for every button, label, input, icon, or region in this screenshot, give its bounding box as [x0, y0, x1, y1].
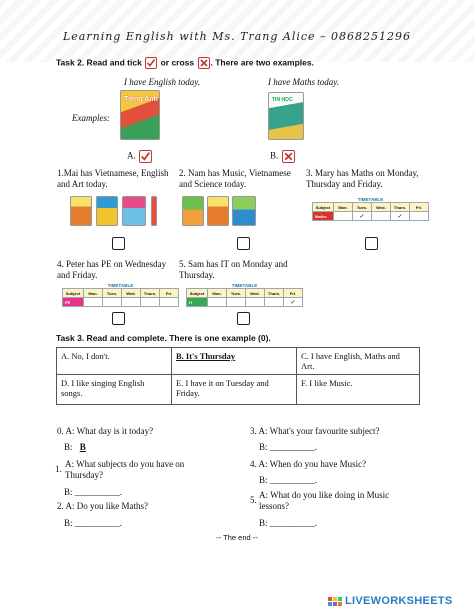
vietnamese-book-image	[70, 196, 92, 226]
task3-title: Task 3. Read and complete. There is one example (0).	[56, 333, 271, 343]
logo-grid-icon	[328, 597, 342, 606]
option-f: F. I like Music.	[297, 375, 420, 405]
answer-checkbox-1[interactable]	[112, 237, 125, 250]
cross-icon	[282, 150, 295, 163]
item-5-text: 5. Sam has IT on Monday and Thursday.	[179, 259, 288, 280]
question-1: 1. A: What subjects do you have on Thursday?	[55, 459, 185, 480]
worksheet-title: Learning English with Ms. Trang Alice – 0868251296	[62, 30, 411, 43]
question-3: 3. A: What's your favourite subject?	[250, 426, 380, 436]
option-d: D. I like singing English songs.	[57, 375, 172, 405]
brand-name: LIVEWORKSHEETS	[345, 595, 453, 607]
music-book-image	[182, 196, 204, 226]
timetable-pe: TIMETABLE Subject Mon. Tues. Wed. Thurs. Fri. PE	[62, 283, 179, 307]
answer-3: B: __________.	[259, 442, 318, 452]
art-book-image	[122, 196, 146, 226]
science-book-image	[232, 196, 256, 226]
item-4-text: 4. Peter has PE on Wednesday and Friday.	[57, 259, 167, 280]
answer-0-value: B	[79, 442, 86, 452]
option-a: A. No, I don't.	[57, 348, 172, 375]
english-book-image	[96, 196, 118, 226]
english-book-image: Tiếng Anh	[120, 90, 160, 140]
answer-5-input[interactable]: __________.	[269, 518, 318, 528]
question-4: 4. A: When do you have Music?	[250, 459, 367, 469]
answer-2-input[interactable]: __________.	[74, 518, 123, 528]
answer-5: B: __________.	[259, 518, 318, 528]
answer-4-input[interactable]: __________.	[269, 475, 318, 485]
timetable-maths: TIMETABLE Subject Mon. Tues. Wed. Thurs. Fri. Maths ✓ ✓	[312, 197, 429, 221]
task2-title: Task 2. Read and tick or cross . There are two examples.	[56, 57, 314, 68]
options-table	[56, 347, 420, 405]
answer-checkbox-5[interactable]	[237, 312, 250, 325]
vietnamese-book-image	[207, 196, 229, 226]
answer-checkbox-2[interactable]	[237, 237, 250, 250]
book-spine-image	[151, 196, 157, 226]
example-a-caption: I have English today.	[124, 77, 200, 87]
example-b-letter: B.	[270, 150, 296, 163]
answer-0: B: B	[64, 442, 91, 452]
option-e: E. I have it on Tuesday and Friday.	[172, 375, 297, 405]
question-0: 0. A: What day is it today?	[57, 426, 154, 436]
option-c: C. I have English, Maths and Art.	[297, 348, 420, 375]
answer-2: B: __________.	[64, 518, 123, 528]
maths-book-image: TIN HỌC	[268, 92, 304, 140]
question-2: 2. A: Do you like Maths?	[57, 501, 149, 511]
tick-icon	[139, 150, 152, 163]
answer-1-input[interactable]: __________.	[74, 487, 123, 497]
answer-4: B: __________.	[259, 475, 318, 485]
item-2-text: 2. Nam has Music, Vietnamese and Science today.	[179, 168, 291, 189]
example-a-letter: A.	[127, 150, 153, 163]
item-3-text: 3. Mary has Maths on Monday, Thursday and Friday.	[306, 168, 419, 189]
end-text: -- The end --	[216, 533, 258, 542]
option-b: B. It's Thursday	[172, 348, 297, 375]
answer-checkbox-4[interactable]	[112, 312, 125, 325]
tick-icon	[145, 57, 157, 69]
liveworksheets-logo[interactable]	[328, 595, 453, 607]
question-5: 5. A: What do you like doing in Music lessons?	[250, 490, 390, 511]
answer-3-input[interactable]: __________.	[269, 442, 318, 452]
cross-icon	[198, 57, 210, 69]
example-b-caption: I have Maths today.	[268, 77, 339, 87]
examples-label: Examples:	[72, 113, 110, 123]
timetable-it: TIMETABLE Subject Mon. Tues. Wed. Thurs. Fri. IT ✓	[186, 283, 303, 307]
answer-checkbox-3[interactable]	[365, 237, 378, 250]
answer-1: B: __________.	[64, 487, 123, 497]
item-1-text: 1.Mai has Vietnamese, English and Art today.	[57, 168, 169, 189]
